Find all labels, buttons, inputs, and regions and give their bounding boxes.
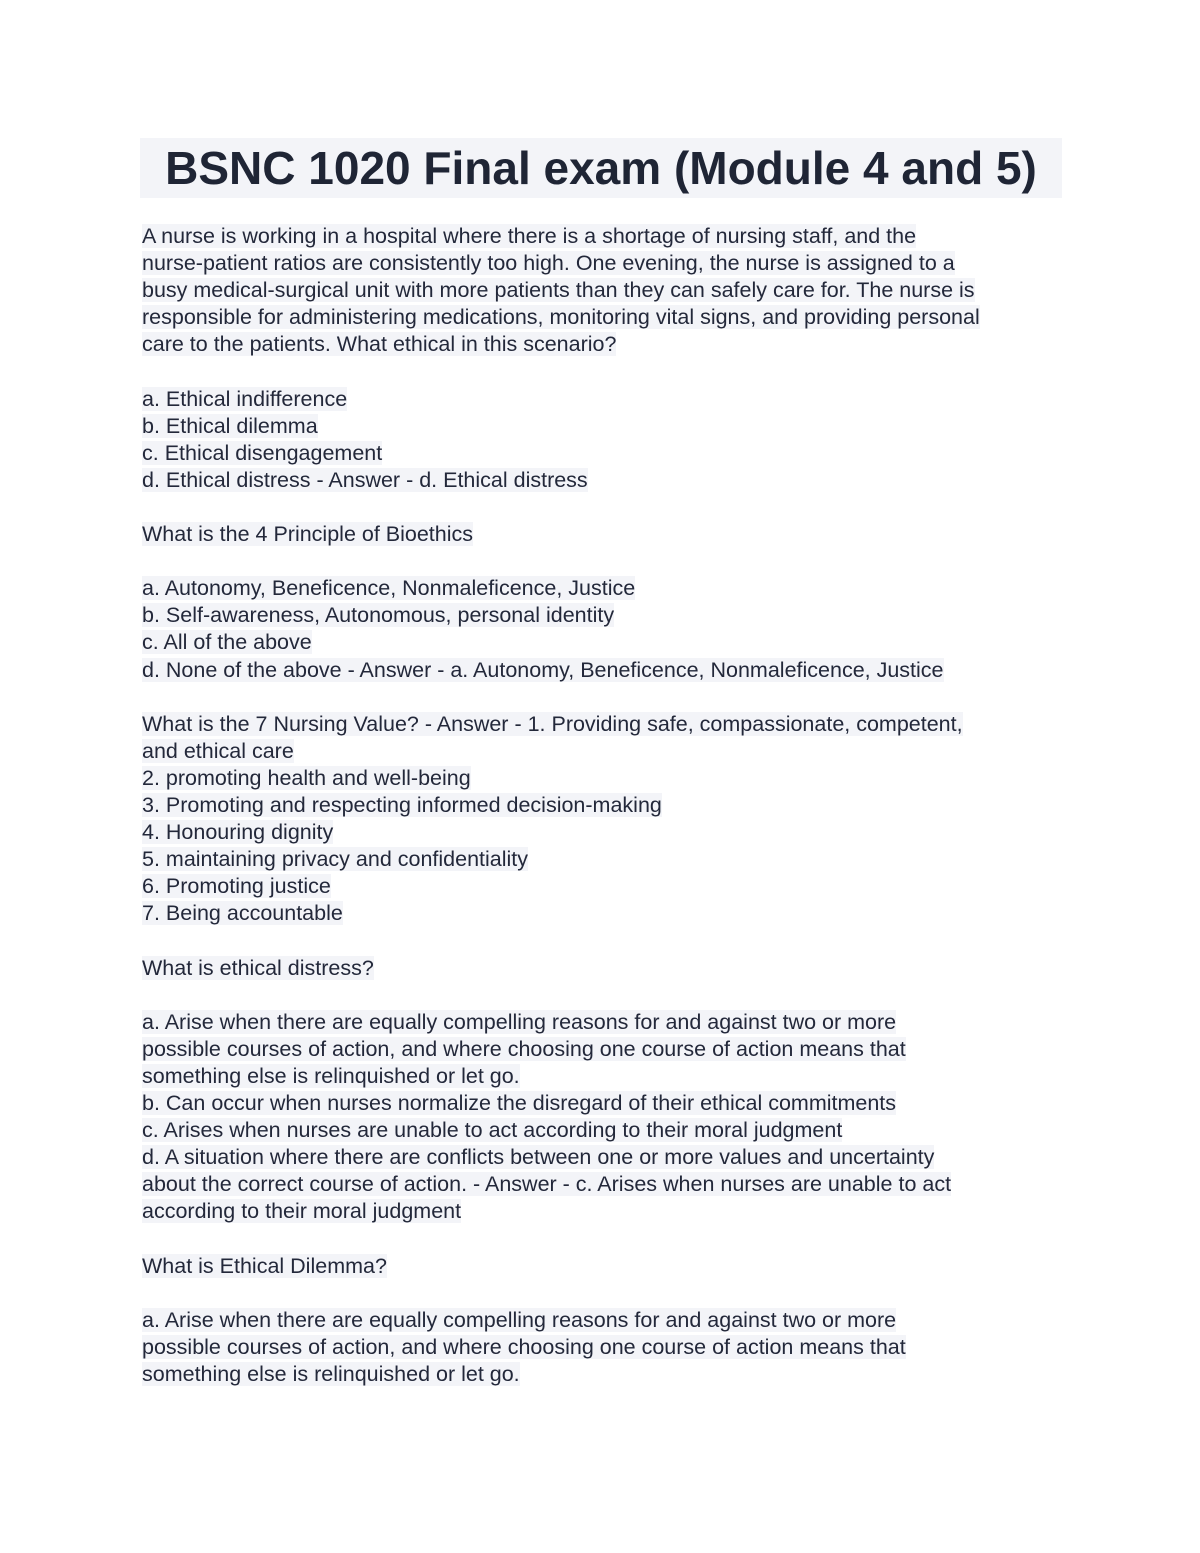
text-line xyxy=(142,250,1082,277)
text-line xyxy=(142,1307,1082,1334)
text-line xyxy=(142,629,1082,656)
text-line xyxy=(142,1361,1082,1388)
text-line xyxy=(142,846,1082,873)
text-line xyxy=(142,386,1082,413)
text-line xyxy=(142,413,1082,440)
text-line xyxy=(142,1198,1082,1225)
text-line-content: 5. maintaining privacy and confidentiality xyxy=(142,847,529,872)
text-line-content: b. Self-awareness, Autonomous, personal identity xyxy=(142,603,615,628)
text-line-content: nurse-patient ratios are consistently too high. One evening, the nurse is assigned to a xyxy=(142,251,955,276)
text-line xyxy=(142,1144,1082,1171)
text-line-content: a. Autonomy, Beneficence, Nonmaleficence, Justice xyxy=(142,576,636,601)
document-title: BSNC 1020 Final exam (Module 4 and 5) xyxy=(140,138,1062,198)
text-line-content: according to their moral judgment xyxy=(142,1199,462,1224)
text-line-content: and ethical care xyxy=(142,738,294,763)
text-line-content: b. Ethical dilemma xyxy=(142,413,318,438)
text-line xyxy=(142,1090,1082,1117)
text-line xyxy=(142,792,1082,819)
text-line-content: 3. Promoting and respecting informed decision-making xyxy=(142,792,662,817)
text-line-content: responsible for administering medications, monitoring vital signs, and providing personal xyxy=(142,305,980,330)
text-line-content: something else is relinquished or let go. xyxy=(142,1063,520,1088)
text-line-content: 6. Promoting justice xyxy=(142,874,331,899)
text-line xyxy=(142,440,1082,467)
text-line xyxy=(142,575,1082,602)
text-line-content: What is ethical distress? xyxy=(142,955,374,980)
text-line-content: 7. Being accountable xyxy=(142,901,343,926)
text-line xyxy=(142,521,1082,548)
text-line xyxy=(142,900,1082,927)
text-line xyxy=(142,304,1082,331)
text-line-content: 2. promoting health and well-being xyxy=(142,765,471,790)
text-line xyxy=(142,955,1082,982)
blank-line xyxy=(142,982,1082,1009)
blank-line xyxy=(142,927,1082,954)
text-line xyxy=(142,1334,1082,1361)
text-line-content: What is the 4 Principle of Bioethics xyxy=(142,522,474,547)
text-line-content: c. Ethical disengagement xyxy=(142,440,383,465)
blank-line xyxy=(142,494,1082,521)
text-line xyxy=(142,819,1082,846)
text-line xyxy=(142,1171,1082,1198)
text-line-content: d. Ethical distress - Answer - d. Ethical distress xyxy=(142,467,588,492)
text-line xyxy=(142,657,1082,684)
text-line-content: care to the patients. What ethical in this scenario? xyxy=(142,332,617,357)
blank-line xyxy=(142,1280,1082,1307)
text-line xyxy=(142,765,1082,792)
text-line-content: What is the 7 Nursing Value? - Answer - 1. Providing safe, compassionate, competent, xyxy=(142,711,963,736)
text-line-content: possible courses of action, and where choosing one course of action means that xyxy=(142,1036,906,1061)
blank-line xyxy=(142,358,1082,385)
text-line xyxy=(142,873,1082,900)
text-line xyxy=(142,277,1082,304)
text-line-content: A nurse is working in a hospital where there is a shortage of nursing staff, and the xyxy=(142,224,917,248)
text-line-content: 4. Honouring dignity xyxy=(142,820,334,845)
text-line xyxy=(142,1036,1082,1063)
text-line xyxy=(142,602,1082,629)
text-line-content: busy medical-surgical unit with more patients than they can safely care for. The nurse is xyxy=(142,278,975,303)
text-line-content: c. All of the above xyxy=(142,630,312,655)
text-line-content: a. Arise when there are equally compelling reasons for and against two or more xyxy=(142,1009,897,1034)
text-line-content: a. Ethical indifference xyxy=(142,386,348,411)
text-line-content: d. None of the above - Answer - a. Autonomy, Beneficence, Nonmaleficence, Justice xyxy=(142,657,944,682)
text-line xyxy=(142,1117,1082,1144)
document-body xyxy=(142,223,1082,1388)
text-line-content: d. A situation where there are conflicts between one or more values and uncertainty xyxy=(142,1145,935,1170)
text-line-content: c. Arises when nurses are unable to act according to their moral judgment xyxy=(142,1118,843,1143)
text-line xyxy=(142,467,1082,494)
blank-line xyxy=(142,1225,1082,1252)
text-line-content: What is Ethical Dilemma? xyxy=(142,1253,387,1278)
text-line-content: about the correct course of action. - Answer - c. Arises when nurses are unable to act xyxy=(142,1172,952,1197)
text-line-content: b. Can occur when nurses normalize the disregard of their ethical commitments xyxy=(142,1091,897,1115)
text-line-content: a. Arise when there are equally compelling reasons for and against two or more xyxy=(142,1307,897,1332)
text-line-content: something else is relinquished or let go. xyxy=(142,1361,520,1386)
text-line xyxy=(142,223,1082,250)
text-line xyxy=(142,1253,1082,1280)
text-line-content: possible courses of action, and where choosing one course of action means that xyxy=(142,1334,906,1359)
text-line xyxy=(142,711,1082,738)
text-line xyxy=(142,738,1082,765)
text-line xyxy=(142,1009,1082,1036)
text-line xyxy=(142,331,1082,358)
text-line xyxy=(142,1063,1082,1090)
blank-line xyxy=(142,684,1082,711)
blank-line xyxy=(142,548,1082,575)
